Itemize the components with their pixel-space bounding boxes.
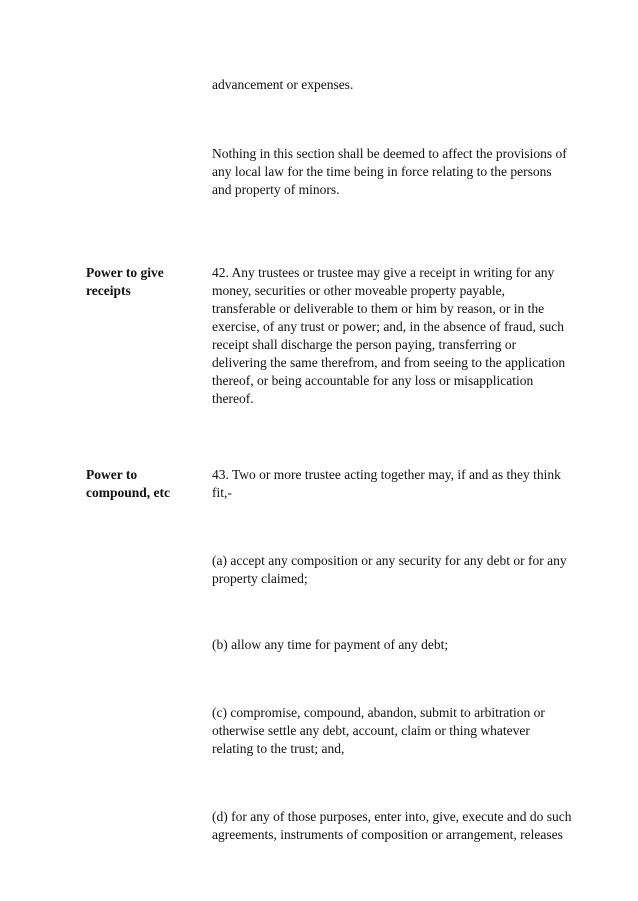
paragraph-section-43-c: (c) compromise, compound, abandon, submit to arbitration or otherwise settle any debt, account, claim or thing whatever relating to the trust; and,	[212, 705, 545, 756]
paragraph-section-43: 43. Two or more trustee acting together may, if and as they think fit,-	[212, 467, 561, 500]
paragraph-section-43-d: (d) for any of those purposes, enter into, give, execute and do such agreements, instruments of composition or arrangement, releases	[212, 809, 572, 842]
paragraph-section-42: 42. Any trustees or trustee may give a receipt in writing for any money, securities or other moveable property payable, transferable or deliverable to them or him by reason, or in the exercise, of any trust or power; and, in the absence of fraud, such receipt shall discharge the person paying, transferring or delivering the same therefrom, and from seeing to the application thereof, or being accountable for any loss or misapplication thereof.	[212, 265, 566, 406]
paragraph-section-43-a: (a) accept any composition or any security for any debt or for any property claimed;	[212, 553, 567, 586]
paragraph-section-43-b: (b) allow any time for payment of any debt;	[212, 637, 449, 652]
paragraph-advancement: advancement or expenses.	[212, 77, 354, 92]
margin-note-power-to-compound: Power to compound, etc	[86, 467, 170, 500]
paragraph-nothing-in-section: Nothing in this section shall be deemed to affect the provisions of any local law for the time being in force relating to the persons and property of minors.	[212, 146, 567, 197]
margin-note-power-to-give-receipts: Power to give receipts	[86, 265, 164, 298]
